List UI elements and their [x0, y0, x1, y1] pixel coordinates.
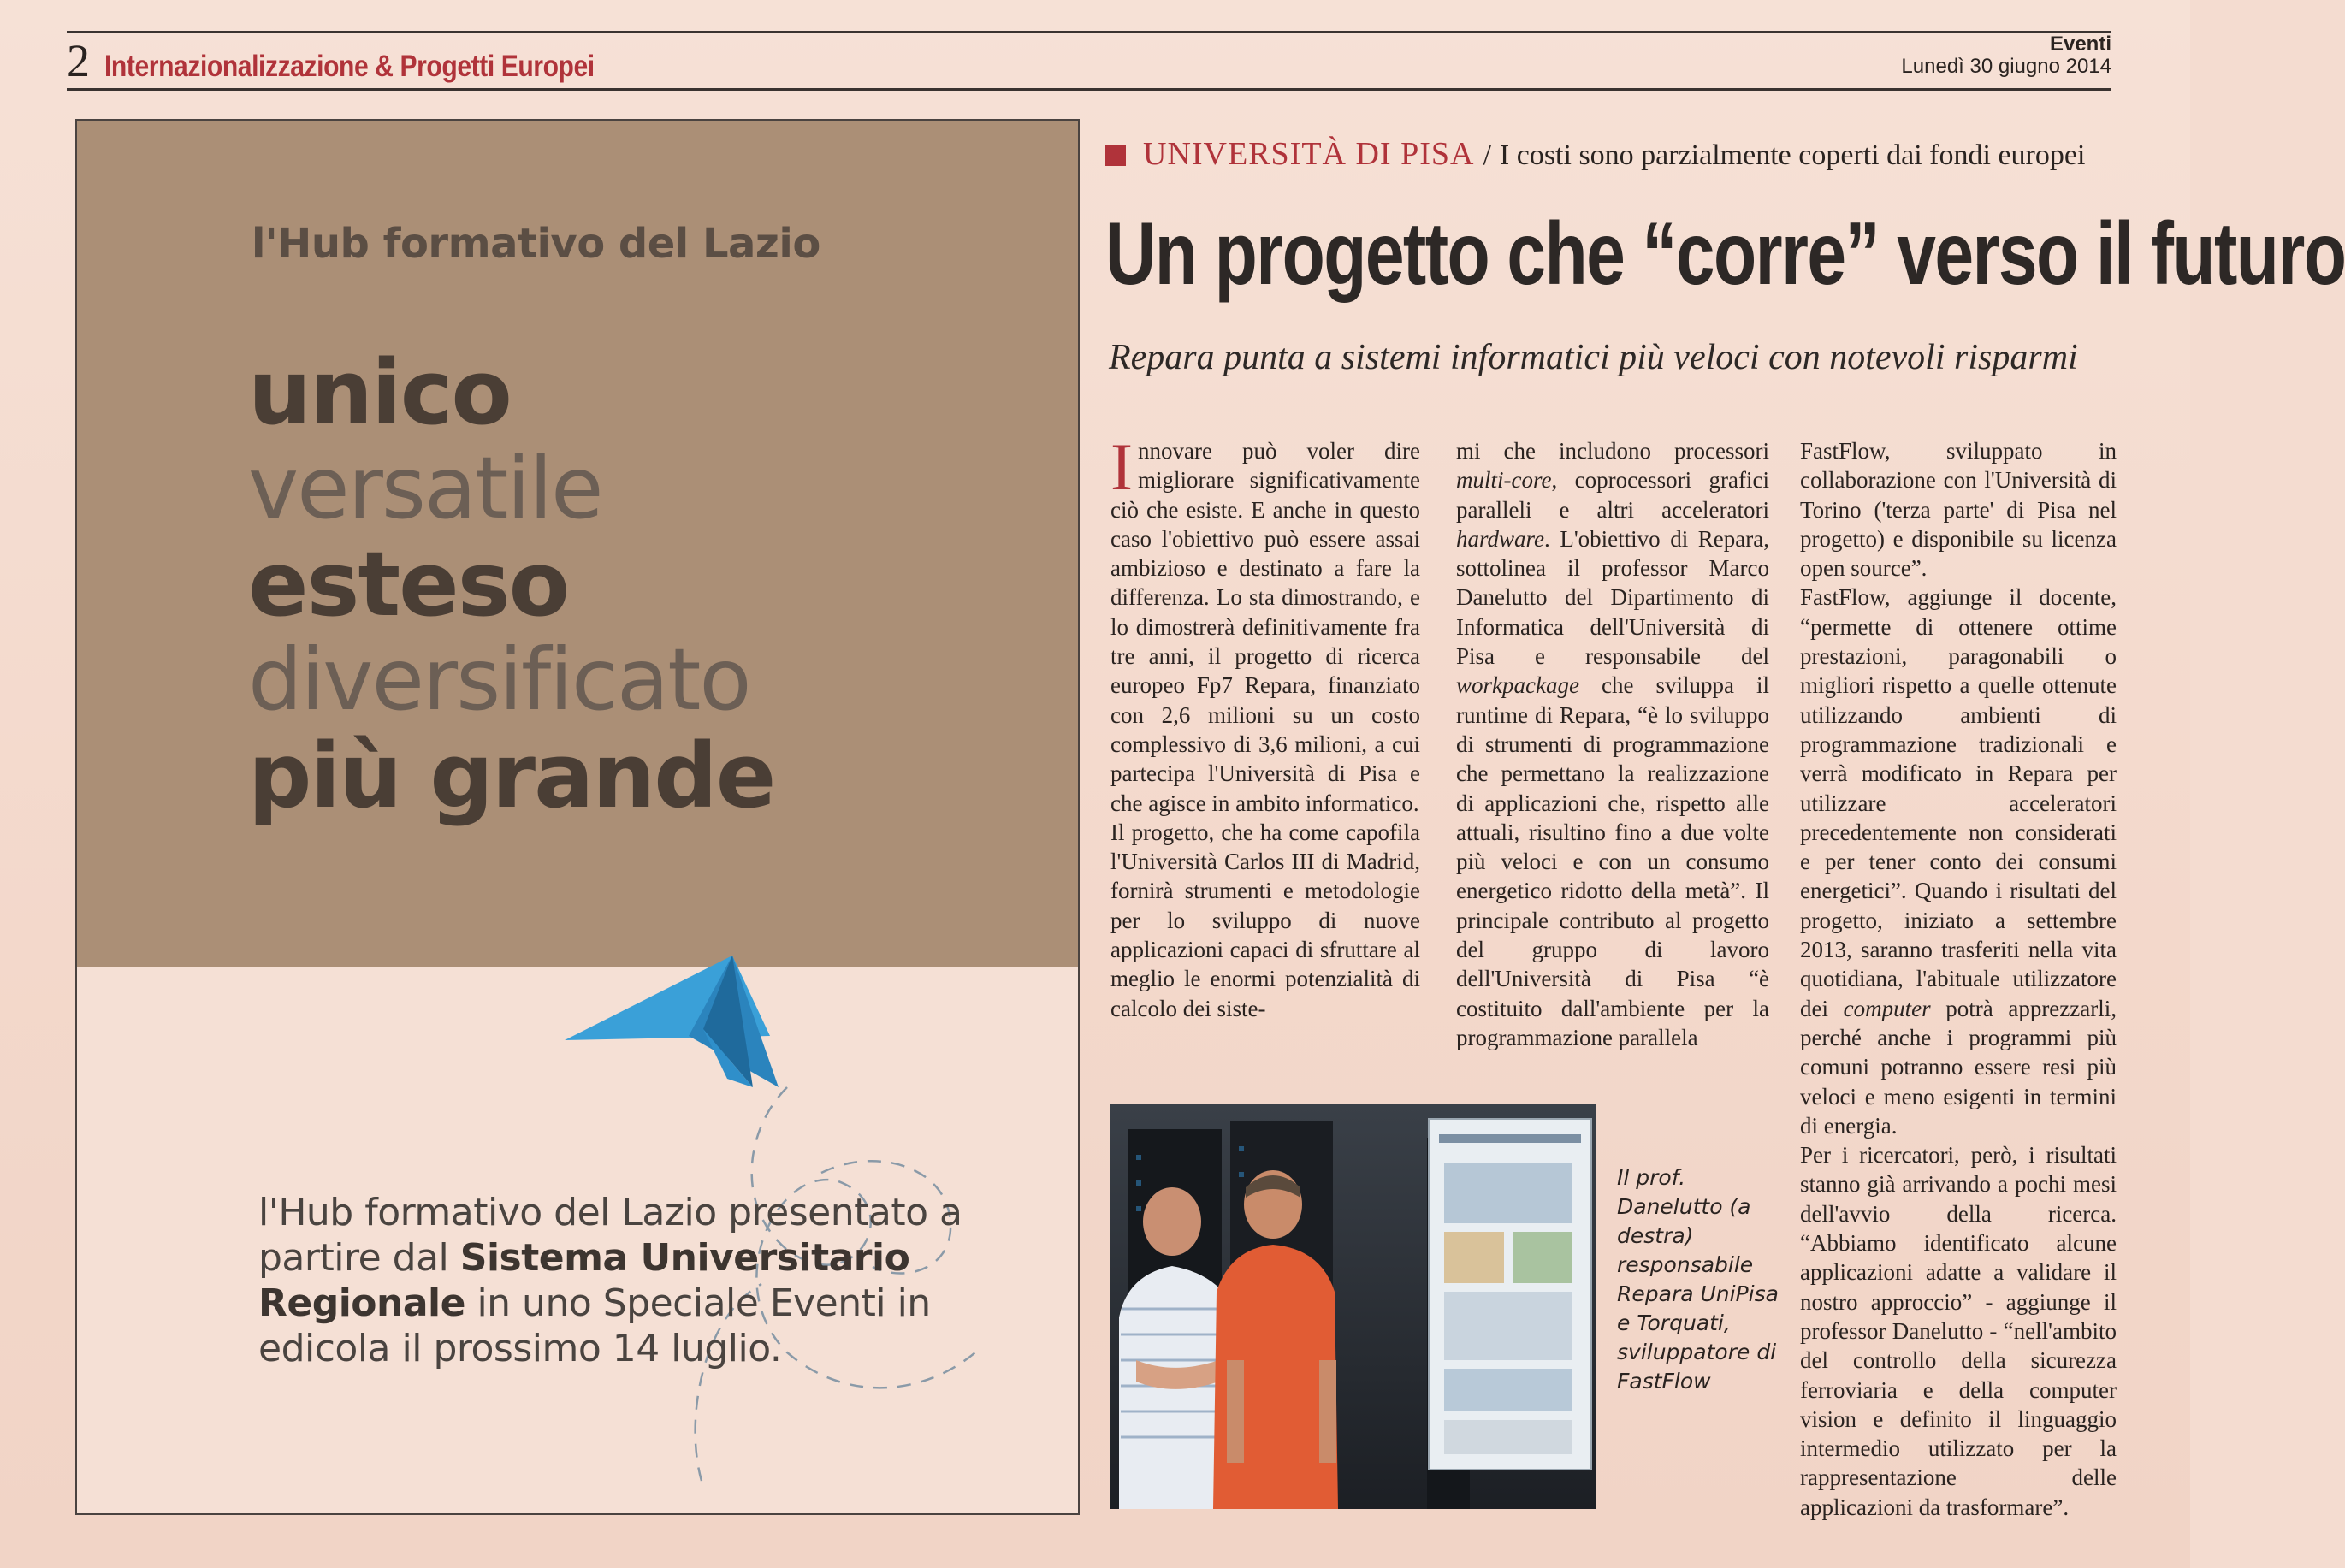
person-left-head — [1143, 1187, 1201, 1256]
article-headline: Un progetto che “corre” verso il futuro — [1105, 204, 2345, 304]
article-kicker — [1105, 135, 2111, 173]
paragraph: FastFlow, aggiunge il docente, “permette di ottenere ottime prestazioni, paragonabili o migliori rispetto a quelle ottenute utilizzando ambienti di programmazione tradizionali e verrà modificato in Repara per utilizzare acceleratori precedentemente non considerati e per tener conto dei consumi energetici”. Quando i risultati del progetto, iniziato a settembre 2013, saranno trasferiti nella vita quotidiana, l'abituale utilizzatore dei computer potrà apprezzarli, perché anche i programmi più comuni potranno essere resi più veloci e meno esigenti in termini di energia. — [1800, 584, 2117, 1139]
ad-word: unico — [248, 340, 511, 445]
paragraph: Il progetto, che ha come capofila l'Università Carlos III di Madrid, fornirà strumenti e metodologie per lo sviluppo di nuove applicazioni capaci di sfruttare al meglio le enormi potenzialità di calcolo dei siste- — [1110, 819, 1420, 1021]
article-column-2 — [1456, 436, 1769, 1052]
ad-word: esteso — [248, 532, 569, 636]
masthead-name: Eventi — [2049, 33, 2111, 56]
article-column-3 — [1800, 436, 2117, 1520]
ad-word: diversificato — [248, 630, 750, 730]
page-number: 2 — [67, 35, 90, 86]
kicker-university: UNIVERSITÀ DI PISA — [1143, 136, 1475, 172]
ad-word: più grande — [248, 724, 775, 828]
kicker-subtitle: I costi sono parzialmente coperti dai fondi europei — [1499, 139, 2086, 171]
section-title: Internazionalizzazione & Progetti Europei — [104, 50, 595, 83]
header-rule — [67, 88, 2111, 91]
ad-word-stack — [248, 340, 775, 828]
article-column-1 — [1110, 429, 1420, 1052]
kicker-separator: / — [1483, 139, 1491, 171]
issue-date: Lunedì 30 giugno 2014 — [1901, 55, 2111, 78]
article-subheadline: Repara punta a sistemi informatici più veloci con notevoli risparmi — [1109, 338, 2078, 377]
photo-illustration — [1110, 1104, 1596, 1509]
drop-cap: I — [1110, 429, 1133, 504]
article-photo — [1110, 1104, 1596, 1509]
paragraph: Per i ricercatori, però, i risultati stanno già arrivando a pochi mesi dell'avvio della ricerca. “Abbiamo identificato alcune applicazioni adatte a validare il nostro approccio” - aggiunge il professor Danelutto - “nell'ambito del controllo della sicurezza ferroviaria e della computer vision e definito il linguaggio intermedio utilizzato per la rappresentazione delle applicazioni da trasformare”. — [1800, 1142, 2117, 1520]
advertisement — [75, 119, 1080, 1515]
paragraph: FastFlow, sviluppato in collaborazione con l'Università di Torino ('terza parte' di Pisa nel progetto) e disponibile su licenza open source”. — [1800, 438, 2117, 582]
kicker-square-icon — [1105, 145, 1126, 166]
ad-kicker: l'Hub formativo del Lazio — [252, 220, 820, 268]
top-rule — [67, 31, 2111, 33]
paragraph: Innovare può voler dire migliorare significativamente ciò che esiste. E anche in questo caso l'obiettivo può essere assai ambizioso e destinato a fare la differenza. Lo sta dimostrando, e lo dimostrerà definitivamente fra tre anni, il progetto di ricerca europeo Fp7 Repara, finanziato con 2,6 milioni su un costo complessivo di 3,6 milioni, a cui partecipa l'Università di Pisa e che agisce in ambito informatico. — [1110, 429, 1420, 816]
ad-body-text: l'Hub formativo del Lazio presentato a partire dal Sistema Universitario Regionale in uno Speciale Eventi in edicola il prossimo 14 luglio. — [258, 1191, 962, 1370]
ad-word: versatile — [248, 438, 602, 538]
ad-bold-phrase: Sistema Universitario Regionale — [258, 1236, 910, 1325]
paragraph: mi che includono processori multi-core, coprocessori grafici paralleli e altri acceleratori hardware. L'obiettivo di Repara, sottolinea il professor Marco Danelutto del Dipartimento di Informatica dell'Università di Pisa e responsabile del workpackage che sviluppa il runtime di Repara, “è lo sviluppo di strumenti di programmazione che permettano la realizzazione di applicazioni che, rispetto alle attuali, risultino fino a due volte più veloci e con un consumo energetico ridotto della metà”. Il principale contributo al progetto del gruppo di lavoro dell'Università di Pisa “è costituito dall'ambiente per la programmazione parallela — [1456, 438, 1769, 1050]
photo-caption: Il prof. Danelutto (a destra) responsabile Repara UniPisa e Torquati, sviluppatore di FastFlow — [1617, 1165, 1779, 1393]
paper-plane-illustration — [650, 805, 1061, 1489]
